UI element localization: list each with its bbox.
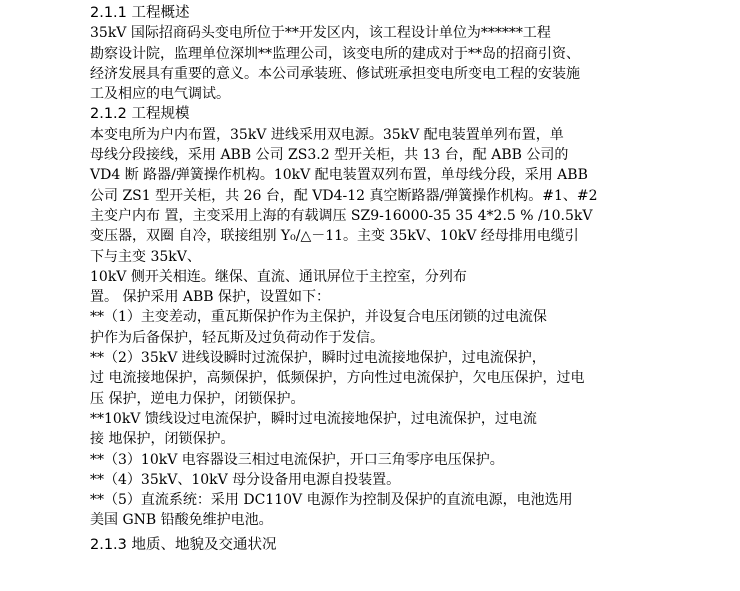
- paragraph-line: 主变户内布 置，主变采用上海的有载调压 SZ9-16000-35 35 4*2.5 % /10.5kV: [90, 207, 593, 224]
- paragraph-line: 变压器，双圈 自冷，联接组别 Y₀/△－11。主变 35kV、10kV 经母排用电缆引: [90, 228, 579, 245]
- paragraph-line: 10kV 侧开关相连。继保、直流、通讯屏位于主控室，分列布: [90, 268, 467, 285]
- paragraph-line: **（1）主变差动，重瓦斯保护作为主保护，并设复合电压闭锁的过电流保: [90, 309, 547, 326]
- section-heading-2-1-3: 2.1.3 地质、地貌及交通状况: [90, 536, 277, 553]
- paragraph-line: 护作为后备保护，轻瓦斯及过负荷动作于发信。: [90, 329, 384, 346]
- section-heading-2-1-2: 2.1.2 工程规模: [90, 106, 190, 123]
- paragraph-line: 公司 ZS1 型开关柜，共 26 台，配 VD4-12 真空断路器/弹簧操作机构。#1、#2: [90, 187, 598, 204]
- paragraph-line: 接 地保护，闭锁保护。: [90, 431, 235, 448]
- paragraph-line: 35kV 国际招商码头变电所位于**开发区内，该工程设计单位为******工程: [90, 25, 551, 42]
- paragraph-line: 勘察设计院，监理单位深圳**监理公司，该变电所的建成对于**岛的招商引资、: [90, 45, 580, 62]
- paragraph-line: 美国 GNB 铅酸免维护电池。: [90, 512, 273, 529]
- paragraph-line: 置。 保护采用 ABB 保护，设置如下：: [90, 289, 331, 306]
- document-body: [90, 3, 650, 555]
- paragraph-line: VD4 断 路器/弹簧操作机构。10kV 配电装置双列布置，单母线分段，采用 ABB: [90, 167, 588, 184]
- paragraph-line: 工及相应的电气调试。: [90, 86, 230, 103]
- section-heading-2-1-1: 2.1.1 工程概述: [90, 5, 190, 21]
- paragraph-line: **（2）35kV 进线设瞬时过流保护，瞬时过电流接地保护，过电流保护，: [90, 350, 546, 367]
- paragraph-line: **（5）直流系统：采用 DC110V 电源作为控制及保护的直流电源，电池选用: [90, 492, 573, 509]
- paragraph-line: **（3）10kV 电容器设三相过电流保护，开口三角零序电压保护。: [90, 451, 504, 468]
- paragraph-line: 过 电流接地保护，高频保护，低频保护，方向性过电流保护，欠电压保护，过电: [90, 370, 585, 387]
- paragraph-line: 母线分段接线，采用 ABB 公司 ZS3.2 型开关柜，共 13 台，配 ABB 公司的: [90, 147, 569, 164]
- paragraph-line: 本变电所为户内布置，35kV 进线采用双电源。35kV 配电装置单列布置，单: [90, 126, 564, 143]
- paragraph-line: 压 保护，逆电力保护，闭锁保护。: [90, 390, 305, 407]
- paragraph-line: 下与主变 35kV、: [90, 248, 201, 265]
- paragraph-line: **（4）35kV、10kV 母分设备用电源自投装置。: [90, 471, 401, 488]
- paragraph-line: 经济发展具有重要的意义。本公司承装班、修试班承担变电所变电工程的安装施: [90, 65, 580, 82]
- paragraph-line: **10kV 馈线设过电流保护，瞬时过电流接地保护，过电流保护，过电流: [90, 410, 537, 427]
